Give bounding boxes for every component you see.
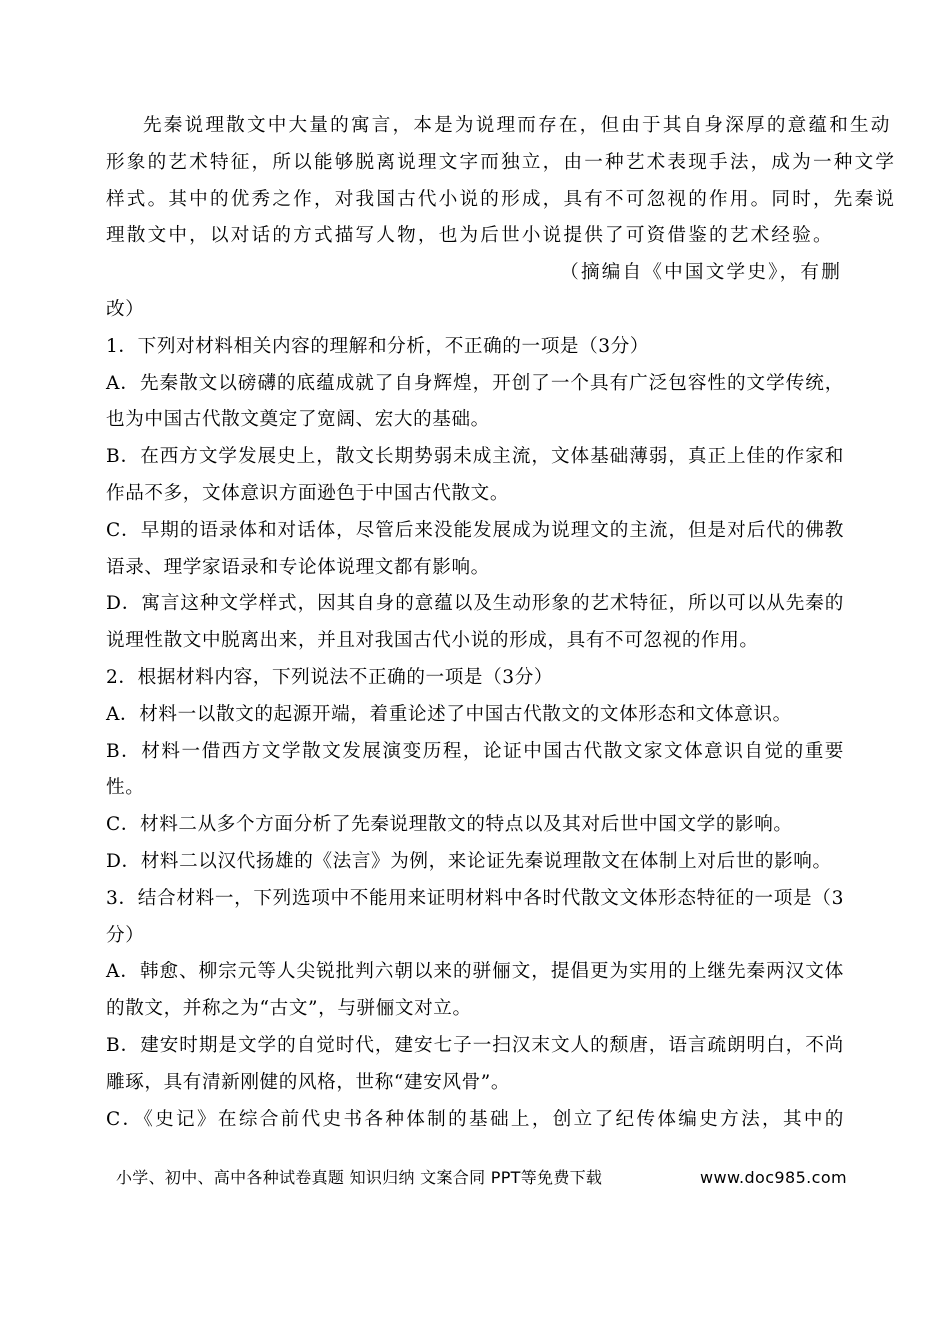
question-3-option-a-cont: 的散文，并称之为“古文”，与骈俪文对立。 (106, 998, 472, 1020)
question-2-option-c: C．材料二从多个方面分析了先秦说理散文的特点以及其对后世中国文学的影响。 (106, 814, 793, 836)
passage-line: 先秦说理散文中大量的寓言，本是为说理而存在，但由于其自身深厚的意蕴和生动 (143, 115, 892, 136)
question-2-option-b: B．材料一借西方文学散文发展演变历程，论证中国古代散文家文体意识自觉的重要 (106, 740, 844, 762)
footer-text: 小学、初中、高中各种试卷真题 知识归纳 文案合同 PPT等免费下载 (116, 1168, 603, 1187)
question-1-option-b: B．在西方文学发展史上，散文长期势弱未成主流，文体基础薄弱，真正上佳的作家和 (106, 446, 844, 468)
question-1-option-c-cont: 语录、理学家语录和专论体说理文都有影响。 (106, 556, 490, 578)
question-1-option-a: A．先秦散文以磅礴的底蕴成就了自身辉煌，开创了一个具有广泛包容性的文学传统， (106, 372, 844, 394)
source-citation-cont: 改） (106, 298, 145, 320)
question-1-option-a-cont: 也为中国古代散文奠定了宽阔、宏大的基础。 (106, 409, 490, 431)
page-footer (0, 1164, 950, 1192)
passage-line: 理散文中，以对话的方式描写人物，也为后世小说提供了可资借鉴的艺术经验。 (106, 225, 834, 247)
passage-line: 样式。其中的优秀之作，对我国古代小说的形成，具有不可忽视的作用。同时，先秦说 (106, 188, 897, 210)
footer-url-link[interactable]: www.doc985.com (700, 1168, 848, 1187)
question-3-stem-cont: 分） (106, 924, 145, 946)
question-1-option-b-cont: 作品不多，文体意识方面逊色于中国古代散文。 (106, 482, 510, 504)
document-page (106, 108, 897, 1138)
question-1-option-d: D．寓言这种文学样式，因其自身的意蕴以及生动形象的艺术特征，所以可以从先秦的 (106, 593, 844, 615)
passage-line: 形象的艺术特征，所以能够脱离说理文字而独立，由一种艺术表现手法，成为一种文学 (106, 151, 897, 173)
question-3-stem: 3．结合材料一，下列选项中不能用来证明材料中各时代散文文体形态特征的一项是（3 (106, 887, 844, 909)
question-2-option-d: D．材料二以汉代扬雄的《法言》为例，来论证先秦说理散文在体制上对后世的影响。 (106, 850, 832, 872)
question-2-option-b-cont: 性。 (106, 777, 145, 799)
question-1-option-d-cont: 说理性散文中脱离出来，并且对我国古代小说的形成，具有不可忽视的作用。 (106, 630, 759, 652)
question-3-option-b-cont: 雕琢，具有清新刚健的风格，世称“建安风骨”。 (106, 1071, 511, 1093)
source-citation: （摘编自《中国文学史》，有删 (560, 262, 842, 284)
question-3-option-a: A．韩愈、柳宗元等人尖锐批判六朝以来的骈俪文，提倡更为实用的上继先秦两汉文体 (106, 961, 844, 983)
question-1-stem: 1．下列对材料相关内容的理解和分析，不正确的一项是（3分） (106, 335, 650, 357)
question-2-option-a: A．材料一以散文的起源开端，着重论述了中国古代散文的文体形态和文体意识。 (106, 703, 792, 725)
question-2-stem: 2．根据材料内容，下列说法不正确的一项是（3分） (106, 666, 554, 688)
question-3-option-b: B．建安时期是文学的自觉时代，建安七子一扫汉末文人的颓唐，语言疏朗明白，不尚 (106, 1034, 844, 1056)
question-3-option-c: C．《史记》在综合前代史书各种体制的基础上，创立了纪传体编史方法，其中的 (106, 1108, 844, 1130)
question-1-option-c: C．早期的语录体和对话体，尽管后来没能发展成为说理文的主流，但是对后代的佛教 (106, 519, 844, 541)
